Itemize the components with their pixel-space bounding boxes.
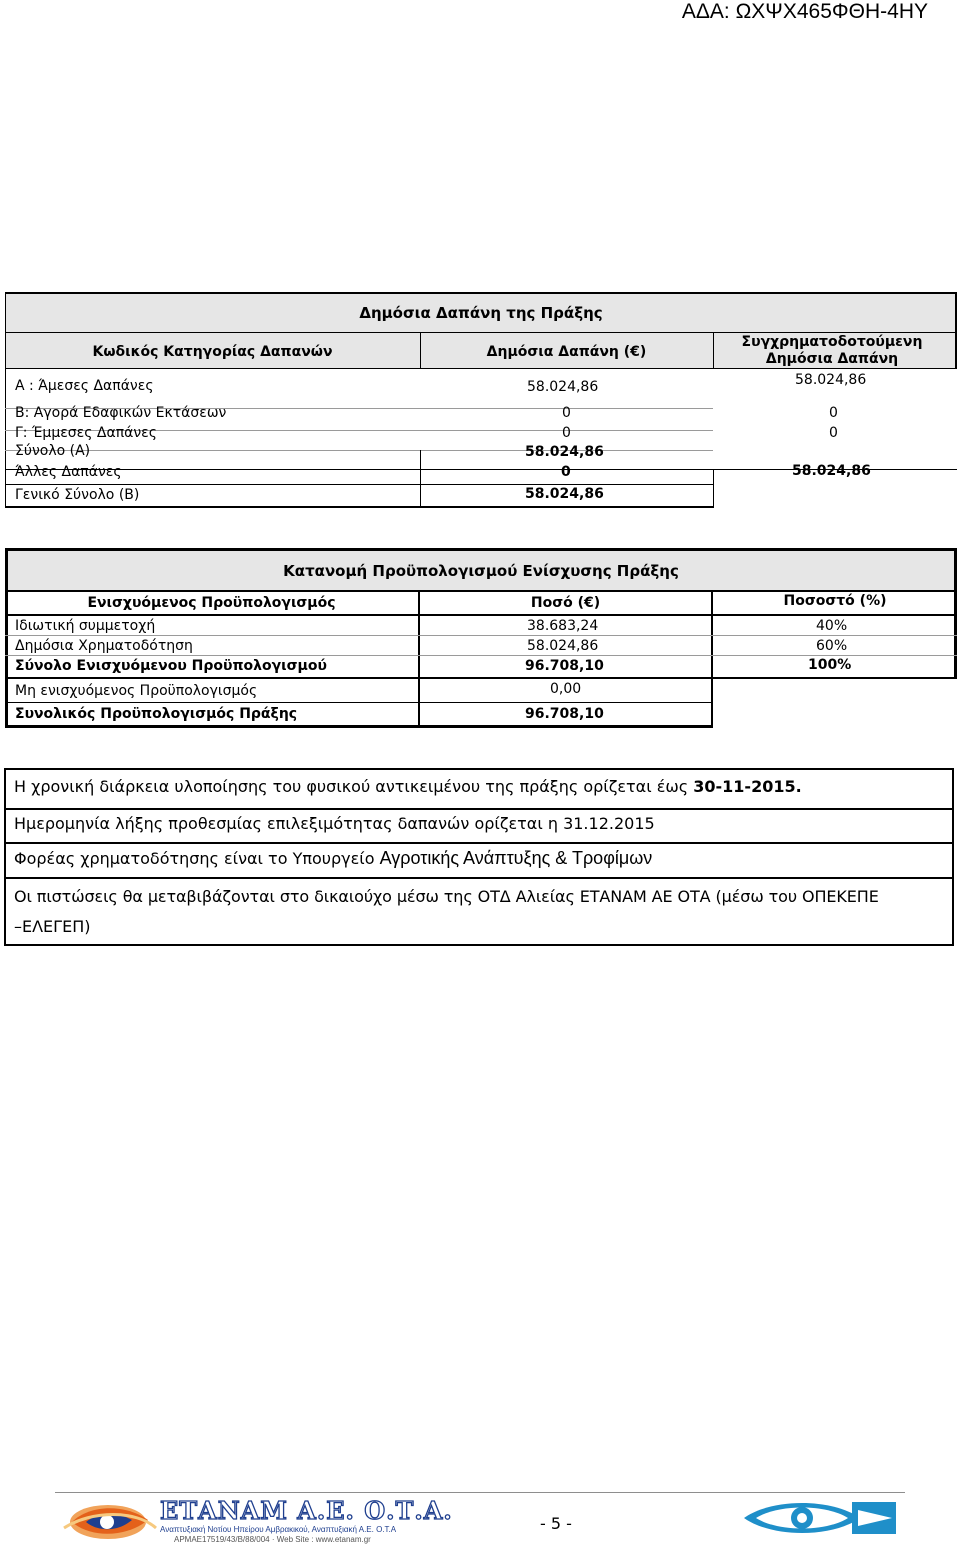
col-header-subsidized: Ενισχυόμενος Προϋπολογισμός [87, 595, 336, 611]
col-header-cofinanced: Συγχρηματοδοτούμενη Δημόσια Δαπάνη [741, 334, 923, 367]
t2-row5-amount: 96.708,10 [525, 706, 604, 722]
t2-row2-percent: 60% [816, 638, 848, 654]
etanam-emblem-icon [62, 1498, 158, 1544]
t2-row4-label: Μη ενισχυόμενος Προϋπολογισμός [15, 683, 258, 699]
note-funder-name: Αγροτικής Ανάπτυξης & Τροφίμων [379, 848, 653, 868]
row1-label: Α : Άμεσες Δαπάνες [15, 378, 154, 394]
t2-row3-percent: 100% [808, 657, 852, 673]
col-header-percent: Ποσοστό (%) [783, 593, 887, 609]
row6-public: 58.024,86 [525, 486, 604, 502]
table2-title: Κατανομή Προϋπολογισμού Ενίσχυσης Πράξης [283, 562, 679, 580]
note-transfer [4, 877, 954, 946]
row5-public: 0 [561, 464, 571, 480]
t2-row1-percent: 40% [816, 618, 848, 634]
budget-allocation-table [5, 548, 957, 728]
note-duration-text: Η χρονική διάρκεια υλοποίησης του φυσικού αντικειμένου της πράξης ορίζεται έως [14, 777, 694, 796]
t2-row3-label: Σύνολο Ενισχυόμενου Προϋπολογισμού [15, 658, 327, 674]
t2-row1-amount: 38.683,24 [527, 618, 599, 634]
t2-row2-amount: 58.024,86 [527, 638, 599, 654]
row2-label: Β: Αγορά Εδαφικών Εκτάσεων [15, 405, 227, 421]
row4-label: Σύνολο (Α) [15, 443, 91, 459]
note-duration [4, 768, 954, 810]
t2-row4-amount: 0,00 [550, 681, 582, 697]
col-header-amount: Ποσό (€) [530, 595, 601, 611]
note-transfer-line2: –ΕΛΕΓΕΠ) [14, 917, 91, 936]
row1-public: 58.024,86 [527, 379, 599, 395]
note-transfer-line1: Οι πιστώσεις θα μεταβιβάζονται στο δικαιούχο μέσω της ΟΤΔ Αλιείας ΕΤΑΝΑΜ ΑΕ ΟΤΑ (μέσω του ΟΠΕΚΕΠΕ [14, 887, 879, 906]
row5-cofinanced: 58.024,86 [792, 463, 871, 479]
note-duration-date: 30-11-2015. [693, 777, 802, 796]
t2-row3-amount: 96.708,10 [525, 658, 604, 674]
public-expenditure-table [5, 292, 957, 508]
table1-title: Δημόσια Δαπάνη της Πράξης [359, 304, 603, 322]
etanam-logo-text: ΕΤΑΝΑΜ Α.Ε. Ο.Τ.Α. [160, 1496, 453, 1525]
t2-row2-label: Δημόσια Χρηματοδότηση [15, 638, 193, 654]
row4-public: 58.024,86 [525, 444, 604, 460]
etanam-logo-subtitle: Αναπτυξιακή Νοτίου Ηπείρου Αμβρακικού, Αναπτυξιακή Α.Ε. Ο.Τ.Α [160, 1525, 397, 1534]
leader-fish-logo-icon [742, 1496, 902, 1542]
row3-public: 0 [562, 425, 571, 441]
notes-box [4, 768, 956, 946]
note-funder [4, 842, 954, 879]
col-header-public: Δημόσια Δαπάνη (€) [486, 344, 647, 360]
row5-label: Άλλες Δαπάνες [15, 464, 122, 480]
row3-label: Γ: Έμμεσες Δαπάνες [15, 425, 157, 441]
etanam-logo-reg: ΑΡΜΑΕ17519/43/Β/88/004 · Web Site : www.etanam.gr [174, 1535, 371, 1544]
row2-public: 0 [562, 405, 571, 421]
note-deadline [4, 808, 954, 844]
page-number: - 5 - [540, 1514, 572, 1533]
row3-cofinanced: 0 [829, 425, 838, 441]
t2-row5-label: Συνολικός Προϋπολογισμός Πράξης [15, 706, 298, 722]
footer-rule [55, 1492, 905, 1493]
note-deadline-text: Ημερομηνία λήξης προθεσμίας επιλεξιμότητας δαπανών ορίζεται η 31.12.2015 [14, 814, 655, 833]
row1-cofinanced: 58.024,86 [795, 372, 867, 388]
ada-code: ΑΔΑ: ΩΧΨΧ465ΦΘΗ-4ΗΥ [681, 0, 928, 23]
row6-label: Γενικό Σύνολο (Β) [15, 487, 140, 503]
col-header-category: Κωδικός Κατηγορίας Δαπανών [92, 344, 333, 360]
etanam-logo [62, 1496, 453, 1546]
t2-row1-label: Ιδιωτική συμμετοχή [15, 618, 156, 634]
row2-cofinanced: 0 [829, 405, 838, 421]
note-funder-prefix: Φορέας χρηματοδότησης είναι το Υπουργείο [14, 849, 380, 868]
